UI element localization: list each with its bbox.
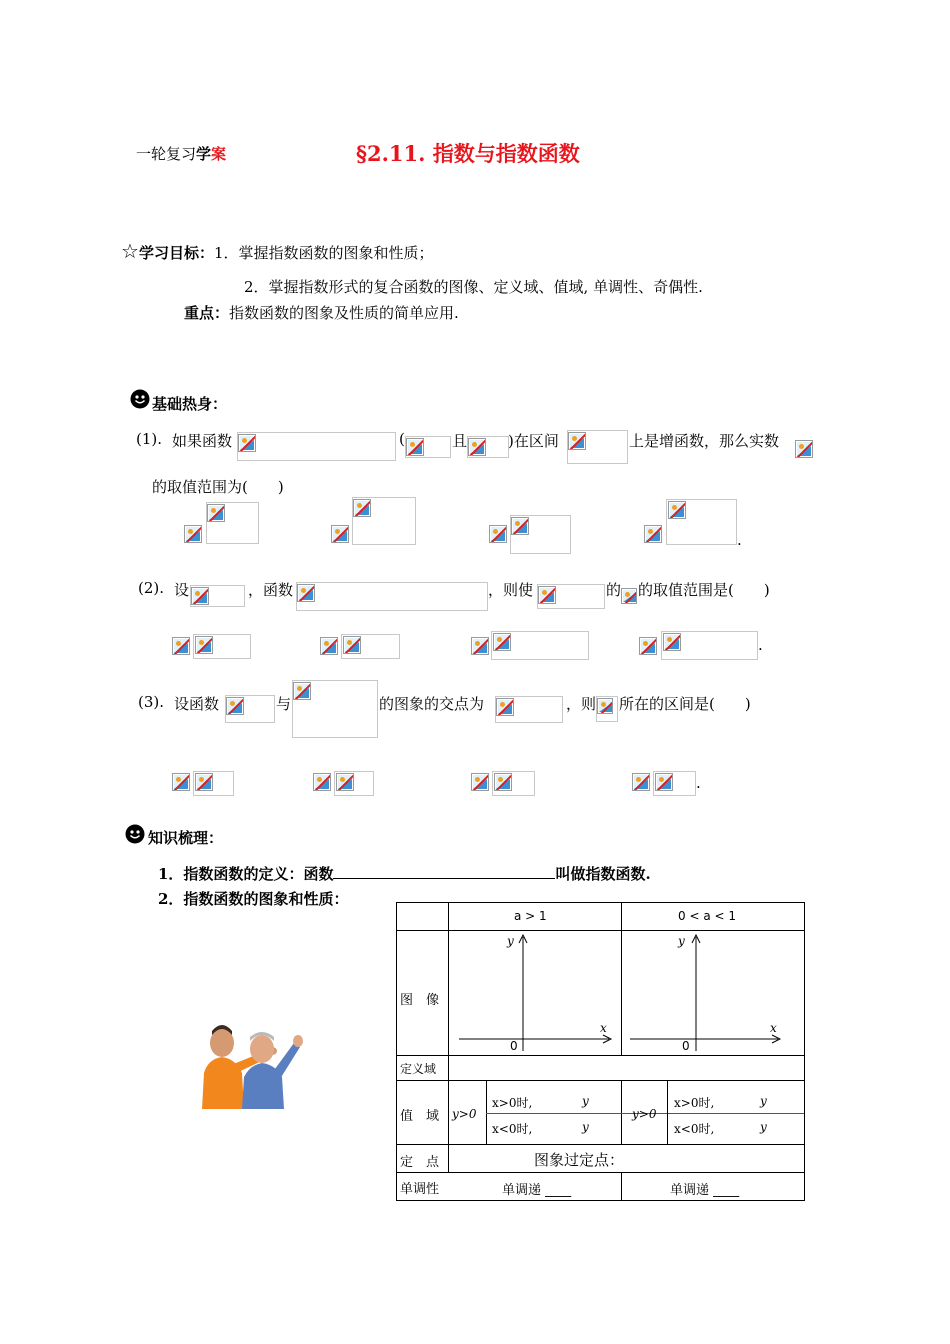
row-label-fixed-point: 定 点 — [400, 1155, 440, 1170]
q3-text3: 的图象的交点为 — [379, 695, 485, 713]
broken-image-icon — [343, 636, 361, 654]
fixed-point-text: 图象过定点： — [534, 1151, 625, 1169]
broken-image-icon — [238, 434, 256, 452]
blank-line — [333, 864, 555, 879]
row-label-monotonicity: 单调性 — [400, 1182, 440, 1197]
broken-image-icon — [663, 633, 681, 651]
q1-text5: 上是增函数，那么实数 — [629, 432, 780, 450]
broken-image-icon — [336, 773, 354, 791]
monotonicity-blank: 单调递 ____ — [670, 1183, 740, 1198]
q2-num: (2). — [138, 579, 165, 597]
broken-image-icon — [655, 773, 673, 791]
q1-text2: ( — [399, 430, 405, 448]
broken-image-icon — [538, 586, 556, 604]
period: . — [758, 636, 763, 654]
goals-item1: 1．掌握指数函数的图象和性质； — [213, 244, 434, 262]
broken-image-icon — [191, 587, 209, 605]
broken-image-icon — [795, 440, 813, 458]
key-text: 指数函数的图象及性质的简单应用. — [229, 304, 459, 322]
row-label-range: 值 域 — [400, 1109, 440, 1124]
smiley-icon — [130, 389, 150, 409]
header-bold: 学 — [196, 145, 212, 163]
x-axis-label: x — [600, 1021, 607, 1035]
axes-graph-a-gt-1 — [449, 931, 621, 1055]
q2-text5: 的取值范围是( ) — [638, 581, 770, 599]
x-axis-label: x — [770, 1021, 777, 1035]
key-point — [184, 302, 459, 323]
header-left — [136, 143, 226, 164]
x-negative-case: x<0时, — [674, 1122, 715, 1136]
col-header-a-gt-1: a > 1 — [514, 909, 547, 923]
period: . — [696, 774, 701, 792]
knowledge-title: 知识梳理： — [148, 829, 224, 847]
item1-text-b: 叫做指数函数. — [555, 865, 651, 883]
broken-image-icon — [639, 637, 657, 655]
origin-label: 0 — [510, 1039, 518, 1053]
knowledge-item2: 2．指数函数的图象和性质： — [158, 890, 349, 908]
formula-image — [296, 582, 488, 611]
broken-image-icon — [668, 501, 686, 519]
broken-image-icon — [632, 773, 650, 791]
y-variable: y — [760, 1094, 767, 1108]
broken-image-icon — [297, 584, 315, 602]
broken-image-icon — [511, 517, 529, 535]
period: . — [737, 531, 742, 549]
origin-label: 0 — [682, 1039, 690, 1053]
broken-image-icon — [494, 773, 512, 791]
goals-label: 学习目标： — [138, 244, 214, 262]
smiley-icon — [125, 824, 145, 844]
pointing-men-photo — [186, 1017, 317, 1109]
broken-image-icon — [496, 698, 514, 716]
broken-image-icon — [207, 504, 225, 522]
q2-text1: 设 — [174, 581, 190, 599]
broken-image-icon — [353, 499, 371, 517]
q3-text1: 设函数 — [174, 695, 220, 713]
q1-text6: 的取值范围为( ) — [152, 478, 284, 496]
row-label-domain: 定义域 — [400, 1062, 437, 1076]
page-title: §2.11. 指数与指数函数 — [356, 141, 580, 166]
broken-image-icon — [184, 525, 202, 543]
row-label-graph: 图 像 — [400, 993, 440, 1008]
header-prefix: 一轮复习 — [136, 145, 197, 163]
y-variable: y — [760, 1120, 767, 1134]
q2-text3: ，则使 — [488, 581, 534, 599]
broken-image-icon — [568, 432, 586, 450]
broken-image-icon — [471, 773, 489, 791]
q3-text2: 与 — [276, 695, 292, 713]
q2-text4: 的 — [606, 581, 622, 599]
broken-image-icon — [406, 438, 424, 456]
y-axis-label: y — [678, 934, 685, 948]
col-header-a-lt-1: 0 < a < 1 — [678, 909, 736, 923]
broken-image-icon — [489, 525, 507, 543]
axes-graph-a-lt-1 — [622, 931, 804, 1055]
formula-image — [237, 432, 396, 461]
broken-image-icon — [597, 698, 613, 714]
range-condition: y>0 — [452, 1107, 477, 1121]
y-axis-label: y — [507, 934, 514, 948]
x-positive-case: x>0时, — [492, 1096, 533, 1110]
broken-image-icon — [195, 773, 213, 791]
goals-line1 — [121, 239, 434, 263]
header-red: 案 — [211, 145, 227, 163]
x-negative-case: x<0时, — [492, 1122, 533, 1136]
broken-image-icon — [493, 633, 511, 651]
broken-image-icon — [172, 637, 190, 655]
broken-image-icon — [621, 588, 637, 604]
broken-image-icon — [172, 773, 190, 791]
knowledge-item1 — [158, 863, 651, 884]
broken-image-icon — [293, 682, 311, 700]
broken-image-icon — [468, 438, 486, 456]
range-condition: y>0 — [632, 1107, 657, 1121]
x-positive-case: x>0时, — [674, 1096, 715, 1110]
key-label: 重点： — [184, 304, 230, 322]
star-icon: ☆ — [121, 239, 139, 263]
broken-image-icon — [313, 773, 331, 791]
broken-image-icon — [320, 637, 338, 655]
goals-item2: 2．掌握指数形式的复合函数的图像、定义域、值域, 单调性、奇偶性. — [244, 278, 703, 296]
q2-text2: ，函数 — [248, 581, 294, 599]
broken-image-icon — [195, 636, 213, 654]
item1-text-a: 1．指数函数的定义：函数 — [158, 865, 334, 883]
y-variable: y — [582, 1094, 589, 1108]
q1-text4: )在区间 — [508, 432, 559, 450]
exponential-properties-table — [396, 902, 805, 1201]
warmup-title: 基础热身： — [152, 395, 228, 413]
monotonicity-blank: 单调递 ____ — [502, 1183, 572, 1198]
q3-num: (3). — [138, 693, 165, 711]
broken-image-icon — [471, 637, 489, 655]
q1-text1: 如果函数 — [172, 432, 233, 450]
y-variable: y — [582, 1120, 589, 1134]
broken-image-icon — [226, 697, 244, 715]
broken-image-icon — [331, 525, 349, 543]
q3-text5: 所在的区间是( ) — [619, 695, 751, 713]
q1-num: (1). — [136, 430, 163, 448]
q3-text4: ，则 — [566, 695, 597, 713]
q1-text3: 且 — [452, 432, 468, 450]
broken-image-icon — [644, 525, 662, 543]
